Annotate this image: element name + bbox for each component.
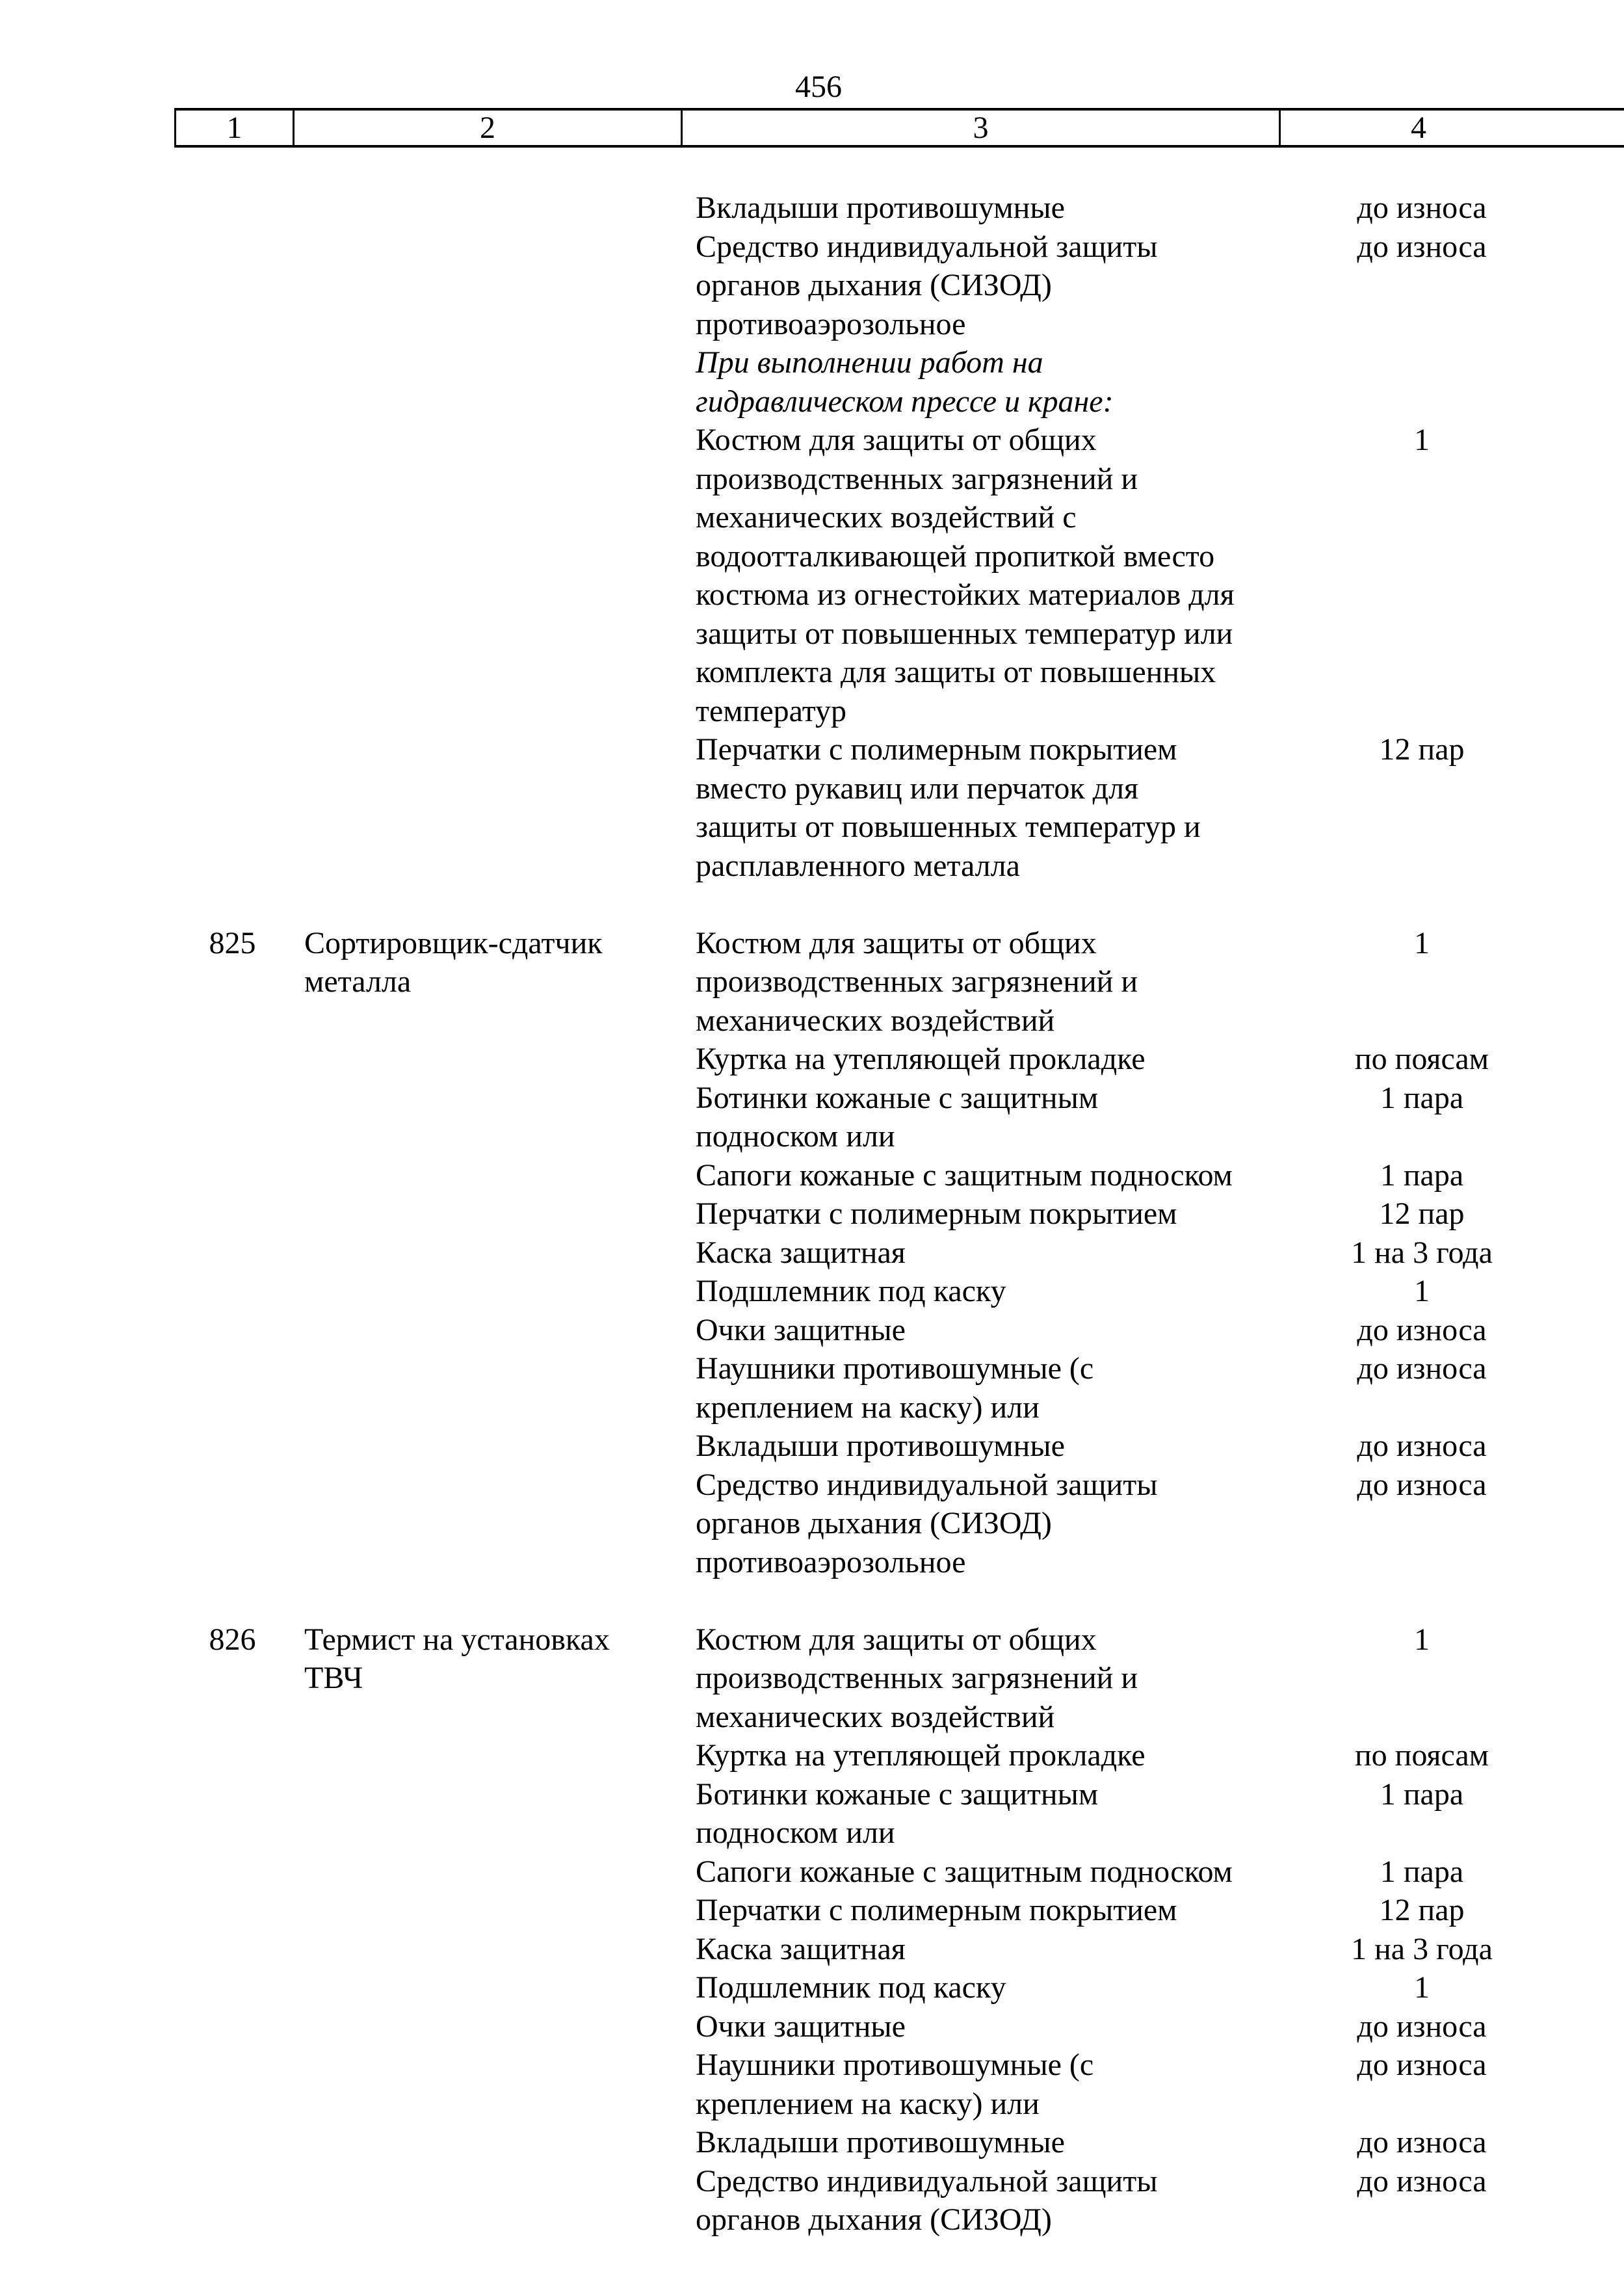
ppe-item-line: Средство индивидуальной защиты [696, 1467, 1158, 1502]
ppe-item [696, 1736, 1624, 1775]
ppe-item-line: органов дыхания (СИЗОД) [696, 268, 1052, 302]
ppe-item-line: производственных загрязнений и [696, 964, 1138, 999]
ppe-item-norm: до износа [1357, 2163, 1487, 2198]
ppe-item-name [696, 1156, 1279, 1195]
ppe-item-norm: 1 пара [1380, 1157, 1464, 1193]
profession-name-line: Сортировщик-сдатчик [304, 925, 603, 960]
ppe-item-line: креплением на каску) или [696, 1390, 1040, 1425]
ppe-item-line: Перчатки с полимерным покрытием [696, 1893, 1177, 1927]
ppe-item [696, 2046, 1624, 2123]
ppe-item [696, 1775, 1624, 1853]
ppe-item [696, 730, 1624, 885]
ppe-item [696, 1427, 1624, 1466]
ppe-item-line: механических воздействий [696, 1699, 1055, 1734]
ppe-item [696, 1930, 1624, 1969]
ppe-item-norm: до износа [1357, 1312, 1487, 1347]
ppe-item-line: При выполнении работ на [696, 345, 1043, 380]
header-col-3: 3 [681, 111, 1279, 145]
ppe-item-norm: 1 [1414, 423, 1430, 457]
ppe-item [696, 2162, 1624, 2239]
ppe-item-name [696, 1194, 1279, 1234]
ppe-item [696, 1194, 1624, 1234]
ppe-item-name [696, 1466, 1279, 1582]
ppe-item-name [696, 1620, 1279, 1737]
ppe-item-line: механических воздействий [696, 1003, 1055, 1038]
ppe-item-line: органов дыхания (СИЗОД) [696, 1506, 1052, 1540]
ppe-item [696, 1079, 1624, 1156]
ppe-item-line: производственных загрязнений и [696, 461, 1138, 496]
row-number: 825 [209, 925, 256, 960]
ppe-item-line: Подшлемник под каску [696, 1970, 1006, 2005]
header-col-1: 1 [174, 111, 293, 145]
ppe-item-norm: 1 [1414, 1274, 1430, 1308]
ppe-item-line: Перчатки с полимерным покрытием [696, 732, 1177, 767]
header-col-4: 4 [1279, 111, 1624, 145]
ppe-item [696, 1891, 1624, 1930]
ppe-item-name [696, 2046, 1279, 2123]
ppe-item-line: Каска защитная [696, 1235, 906, 1270]
ppe-item [696, 1620, 1624, 1737]
ppe-item-line: Очки защитные [696, 2009, 906, 2044]
page-number: 456 [795, 70, 842, 104]
ppe-item-line: Вкладыши противошумные [696, 1429, 1065, 1463]
profession-name-line: металла [304, 964, 412, 999]
ppe-item-name [696, 1272, 1279, 1311]
ppe-item-line: водоотталкивающей пропиткой вместо [696, 538, 1215, 574]
ppe-item [696, 189, 1624, 228]
table-section [0, 924, 1624, 1582]
ppe-item [696, 421, 1624, 730]
ppe-item-line: креплением на каску) или [696, 2086, 1040, 2121]
ppe-item-norm: до износа [1357, 2048, 1487, 2082]
ppe-item-name [696, 1891, 1279, 1930]
table-section [0, 1620, 1624, 2239]
ppe-item-name [696, 1234, 1279, 1273]
ppe-item-name [696, 1040, 1279, 1079]
ppe-items [696, 924, 1624, 1582]
ppe-item-name [696, 1853, 1279, 1892]
ppe-item-norm: 12 пар [1379, 732, 1465, 767]
ppe-item-line: защиты от повышенных температур и [696, 810, 1201, 844]
ppe-item-name [696, 1930, 1279, 1969]
ppe-item-norm: до износа [1357, 2009, 1487, 2044]
ppe-item-line: Подшлемник под каску [696, 1274, 1006, 1308]
ppe-item-name [696, 421, 1279, 730]
ppe-item-line: подноском или [696, 1815, 895, 1850]
ppe-item-line: Каска защитная [696, 1931, 906, 1966]
ppe-item-line: противоаэрозольное [696, 1544, 966, 1579]
ppe-item-line: Сапоги кожаные с защитным подноском [696, 1854, 1233, 1889]
ppe-item-name [696, 924, 1279, 1040]
row-number: 826 [209, 1622, 256, 1657]
ppe-item-name [696, 2162, 1279, 2239]
ppe-item [696, 1311, 1624, 1350]
ppe-item-line: Костюм для защиты от общих [696, 423, 1097, 457]
ppe-item [696, 924, 1624, 1040]
ppe-item-name [696, 2123, 1279, 2162]
ppe-item-line: Средство индивидуальной защиты [696, 2163, 1158, 2198]
ppe-item-line: Средство индивидуальной защиты [696, 229, 1158, 264]
ppe-item [696, 343, 1624, 421]
ppe-item-name [696, 1079, 1279, 1156]
ppe-item-line: расплавленного металла [696, 848, 1020, 883]
ppe-item-line: гидравлическом прессе и кране: [696, 384, 1114, 419]
ppe-items [696, 1620, 1624, 2239]
ppe-item-norm: 1 [1414, 1622, 1430, 1657]
ppe-item-line: механических воздействий с [696, 500, 1077, 534]
ppe-item-norm: по поясам [1354, 1042, 1489, 1076]
ppe-item-norm: 1 [1414, 1970, 1430, 2005]
ppe-item-name [696, 1427, 1279, 1466]
ppe-item-line: комплекта для защиты от повышенных [696, 655, 1216, 689]
ppe-item-line: вместо рукавиц или перчаток для [696, 771, 1139, 806]
ppe-item-norm: 1 пара [1380, 1080, 1464, 1115]
ppe-item-name [696, 730, 1279, 885]
ppe-item [696, 1234, 1624, 1273]
ppe-item-norm: 12 пар [1379, 1893, 1465, 1927]
ppe-item-line: Ботинки кожаные с защитным [696, 1776, 1099, 1812]
ppe-items [696, 189, 1624, 885]
ppe-item [696, 1272, 1624, 1311]
ppe-item-line: костюма из огнестойких материалов для [696, 577, 1235, 612]
ppe-item-line: температур [696, 693, 847, 728]
ppe-item-norm: до износа [1357, 229, 1487, 264]
ppe-item-norm: до износа [1357, 191, 1487, 225]
ppe-item-name [696, 2007, 1279, 2046]
ppe-item-name [696, 228, 1279, 344]
ppe-item-name [696, 343, 1279, 421]
ppe-item-name [696, 1968, 1279, 2007]
ppe-item [696, 2123, 1624, 2162]
ppe-item [696, 1466, 1624, 1582]
ppe-item-line: защиты от повышенных температур или [696, 616, 1233, 651]
ppe-item-line: Ботинки кожаные с защитным [696, 1080, 1099, 1115]
profession-name-line: Термист на установках [304, 1622, 610, 1657]
profession-name [304, 1620, 681, 1698]
ppe-item-line: Куртка на утепляющей прокладке [696, 1042, 1146, 1076]
ppe-item-norm: 1 на 3 года [1351, 1931, 1493, 1966]
ppe-item [696, 1349, 1624, 1427]
profession-name-line: ТВЧ [304, 1661, 363, 1695]
ppe-item [696, 2007, 1624, 2046]
ppe-item-norm: до износа [1357, 1467, 1487, 1502]
ppe-item-name [696, 1736, 1279, 1775]
ppe-item [696, 228, 1624, 344]
ppe-item-norm [1279, 343, 1565, 421]
ppe-item-norm: 1 пара [1380, 1854, 1464, 1889]
ppe-item-line: органов дыхания (СИЗОД) [696, 2202, 1052, 2237]
ppe-item [696, 1968, 1624, 2007]
ppe-item [696, 1156, 1624, 1195]
header-col-2: 2 [293, 111, 681, 145]
ppe-item [696, 1853, 1624, 1892]
ppe-item-norm: по поясам [1354, 1738, 1489, 1773]
ppe-item-norm: 1 на 3 года [1351, 1235, 1493, 1270]
ppe-item-name [696, 189, 1279, 228]
ppe-item-norm: до износа [1357, 1351, 1487, 1386]
ppe-item-line: Костюм для защиты от общих [696, 1622, 1097, 1657]
ppe-item-line: производственных загрязнений и [696, 1661, 1138, 1695]
ppe-item-norm: до износа [1357, 1429, 1487, 1463]
ppe-item-name [696, 1311, 1279, 1350]
ppe-item-name [696, 1775, 1279, 1853]
ppe-item-line: Наушники противошумные (с [696, 1351, 1094, 1386]
table-header [174, 108, 1624, 148]
ppe-item-line: Вкладыши противошумные [696, 2125, 1065, 2159]
table-body [0, 189, 1624, 2278]
ppe-item-line: Куртка на утепляющей прокладке [696, 1738, 1146, 1773]
table-section [0, 189, 1624, 885]
ppe-item-name [696, 1349, 1279, 1427]
ppe-item-norm: 1 [1414, 925, 1430, 960]
ppe-item-line: Очки защитные [696, 1312, 906, 1347]
ppe-item-line: Сапоги кожаные с защитным подноском [696, 1157, 1233, 1193]
ppe-item-line: подноском или [696, 1119, 895, 1154]
ppe-item-line: Вкладыши противошумные [696, 191, 1065, 225]
ppe-item [696, 1040, 1624, 1079]
ppe-item-norm: 12 пар [1379, 1196, 1465, 1231]
ppe-item-norm: до износа [1357, 2125, 1487, 2159]
profession-name [304, 924, 681, 1001]
ppe-item-norm: 1 пара [1380, 1776, 1464, 1812]
ppe-item-line: Наушники противошумные (с [696, 2048, 1094, 2082]
ppe-item-line: Перчатки с полимерным покрытием [696, 1196, 1177, 1231]
ppe-item-line: Костюм для защиты от общих [696, 925, 1097, 960]
ppe-item-line: противоаэрозольное [696, 306, 966, 341]
